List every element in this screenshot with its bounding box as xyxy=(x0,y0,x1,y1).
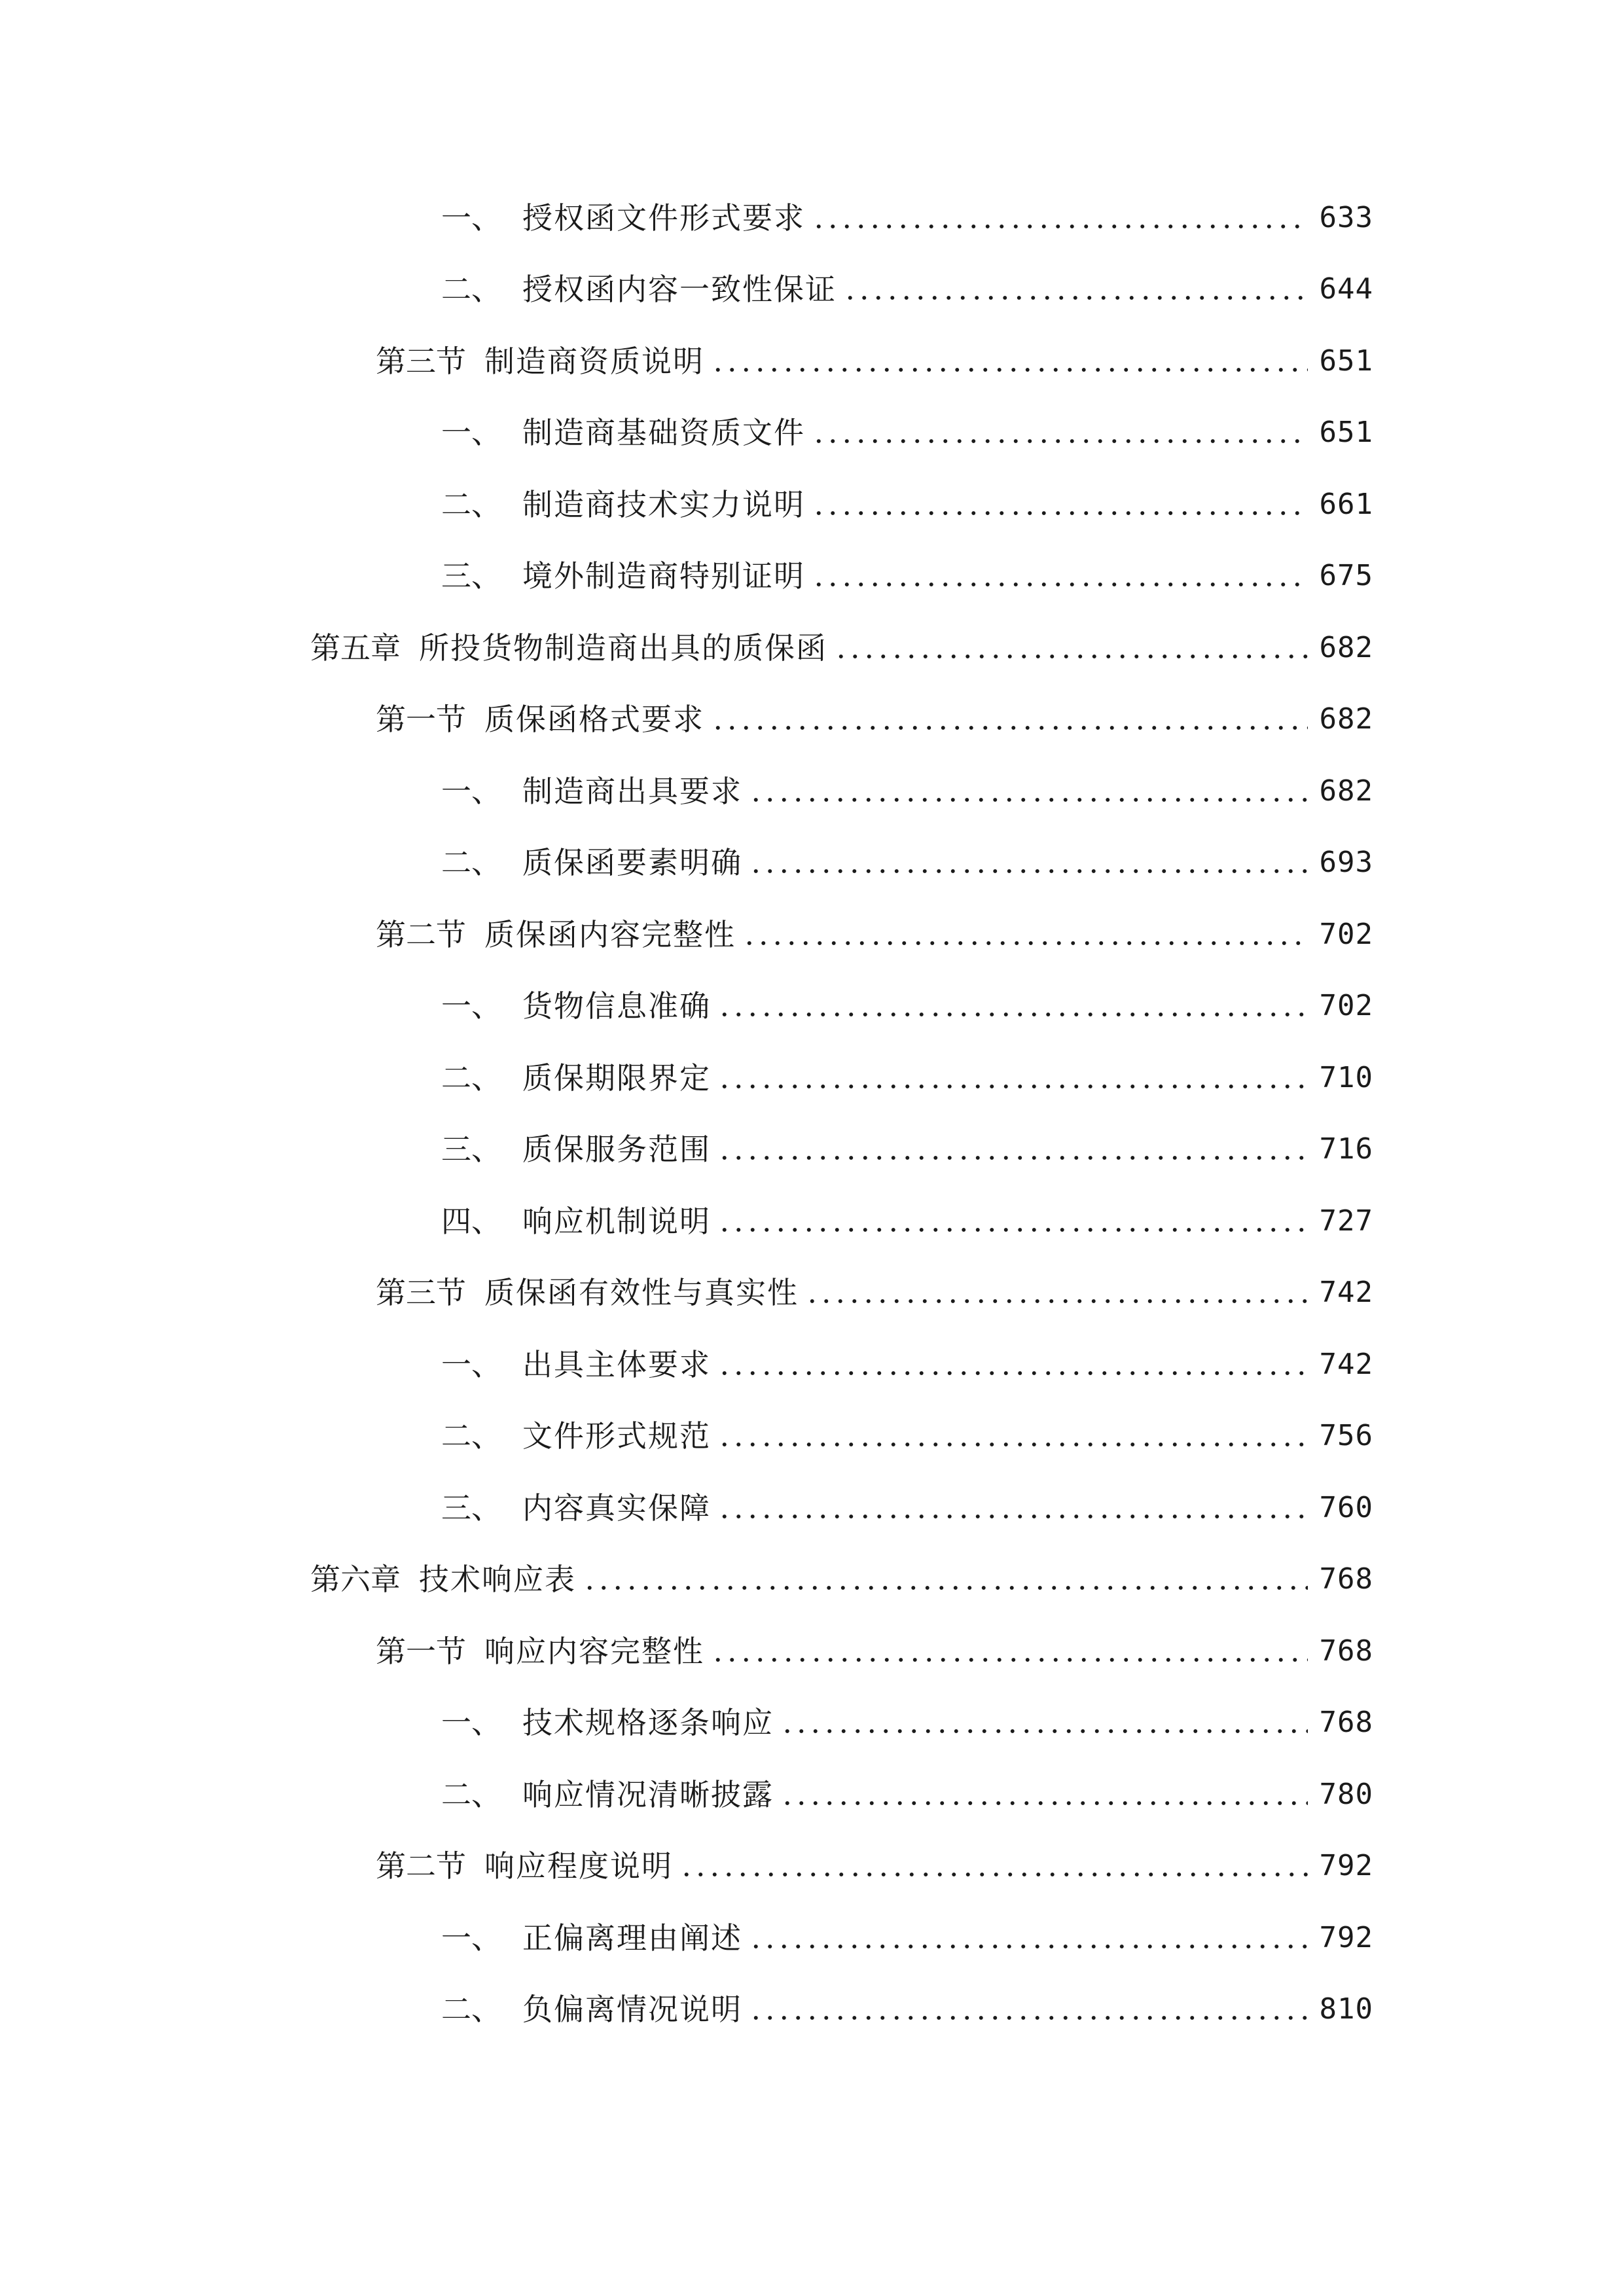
dot-leader xyxy=(749,840,1308,886)
dot-leader xyxy=(805,1270,1308,1316)
toc-entry-page: 742 xyxy=(1319,1276,1373,1309)
toc-entry-title: 响应机制说明 xyxy=(522,1204,711,1239)
toc-entry-number: 三、 xyxy=(441,558,501,594)
toc-entry-number: 第二节 xyxy=(376,1848,466,1884)
toc-entry-number: 三、 xyxy=(441,1132,501,1167)
toc-entry-number: 四、 xyxy=(441,1204,501,1239)
toc-entry-number: 第三节 xyxy=(376,344,466,379)
toc-entry-page: 675 xyxy=(1319,559,1373,592)
toc-entry-title: 质保服务范围 xyxy=(522,1132,711,1167)
toc-entry-page: 716 xyxy=(1319,1132,1373,1166)
toc-entry-title: 质保函有效性与真实性 xyxy=(484,1275,799,1310)
toc-entry-page: 682 xyxy=(1319,631,1373,664)
toc-entry[interactable] xyxy=(441,482,1373,528)
toc-entry-page: 702 xyxy=(1319,918,1373,951)
toc-entry-title: 境外制造商特别证明 xyxy=(522,558,805,594)
toc-entry[interactable] xyxy=(310,1556,1373,1602)
toc-entry-number: 二、 xyxy=(441,1992,501,2027)
dot-leader xyxy=(717,1485,1308,1531)
toc-entry-number: 第二节 xyxy=(376,917,466,952)
toc-entry[interactable] xyxy=(441,1198,1373,1244)
toc-entry[interactable] xyxy=(441,768,1373,814)
dot-leader xyxy=(780,1700,1308,1746)
dot-leader xyxy=(711,1628,1308,1674)
dot-leader xyxy=(711,696,1308,742)
toc-entry-number: 第一节 xyxy=(376,1634,466,1669)
toc-entry[interactable] xyxy=(441,553,1373,599)
toc-entry-page: 780 xyxy=(1319,1778,1373,1811)
toc-entry-number: 二、 xyxy=(441,1418,501,1454)
toc-entry-title: 货物信息准确 xyxy=(522,988,711,1024)
dot-leader xyxy=(717,983,1308,1029)
dot-leader xyxy=(812,195,1308,241)
toc-entry-title: 响应程度说明 xyxy=(484,1848,673,1884)
toc-entry[interactable] xyxy=(376,1843,1373,1889)
toc-entry[interactable] xyxy=(441,1485,1373,1531)
toc-entry[interactable] xyxy=(441,1915,1373,1961)
dot-leader xyxy=(717,1342,1308,1388)
toc-entry-title: 响应内容完整性 xyxy=(484,1634,704,1669)
toc-entry-number: 二、 xyxy=(441,272,501,307)
toc-entry-page: 633 xyxy=(1319,201,1373,234)
toc-entry-title: 授权函内容一致性保证 xyxy=(522,272,837,307)
toc-entry-number: 一、 xyxy=(441,988,501,1024)
toc-entry-number: 第六章 xyxy=(310,1562,401,1597)
toc-entry-title: 技术响应表 xyxy=(419,1562,576,1597)
toc-entry-page: 768 xyxy=(1319,1562,1373,1596)
toc-entry-number: 一、 xyxy=(441,200,501,236)
toc-entry-page: 702 xyxy=(1319,989,1373,1022)
toc-entry-number: 第五章 xyxy=(310,630,401,666)
toc-entry-number: 第一节 xyxy=(376,702,466,737)
toc-entry[interactable] xyxy=(376,1270,1373,1316)
toc-entry-title: 技术规格逐条响应 xyxy=(522,1705,774,1740)
toc-entry-page: 792 xyxy=(1319,1849,1373,1882)
dot-leader xyxy=(717,1126,1308,1172)
toc-entry[interactable] xyxy=(441,195,1373,241)
toc-entry-title: 文件形式规范 xyxy=(522,1418,711,1454)
toc-entry-title: 授权函文件形式要求 xyxy=(522,200,805,236)
toc-entry-title: 制造商技术实力说明 xyxy=(522,487,805,522)
toc-entry-page: 727 xyxy=(1319,1204,1373,1238)
dot-leader xyxy=(583,1556,1308,1602)
toc-entry-page: 710 xyxy=(1319,1061,1373,1094)
toc-entry-number: 一、 xyxy=(441,1347,501,1382)
toc-entry[interactable] xyxy=(376,1628,1373,1674)
dot-leader xyxy=(742,912,1308,958)
dot-leader xyxy=(780,1772,1308,1818)
dot-leader xyxy=(679,1843,1308,1889)
toc-entry[interactable] xyxy=(441,840,1373,886)
toc-entry-number: 二、 xyxy=(441,1060,501,1096)
toc-entry-page: 682 xyxy=(1319,774,1373,808)
toc-entry[interactable] xyxy=(310,625,1373,671)
toc-entry-page: 651 xyxy=(1319,344,1373,378)
toc-entry-title: 质保期限界定 xyxy=(522,1060,711,1096)
toc-entry[interactable] xyxy=(376,696,1373,742)
toc-entry[interactable] xyxy=(376,338,1373,384)
toc-entry[interactable] xyxy=(441,410,1373,456)
toc-entry-page: 760 xyxy=(1319,1491,1373,1524)
dot-leader xyxy=(711,338,1308,384)
toc-entry[interactable] xyxy=(441,983,1373,1029)
toc-entry-number: 二、 xyxy=(441,487,501,522)
dot-leader xyxy=(749,768,1308,814)
toc-entry-page: 682 xyxy=(1319,702,1373,736)
toc-entry-number: 二、 xyxy=(441,845,501,880)
toc-entry-number: 一、 xyxy=(441,774,501,809)
dot-leader xyxy=(834,625,1308,671)
toc-entry-title: 出具主体要求 xyxy=(522,1347,711,1382)
toc-entry-number: 一、 xyxy=(441,415,501,450)
toc-entry[interactable] xyxy=(376,912,1373,958)
toc-entry-title: 制造商资质说明 xyxy=(484,344,704,379)
toc-entry[interactable] xyxy=(441,1413,1373,1459)
toc-entry-title: 制造商出具要求 xyxy=(522,774,742,809)
toc-entry-page: 792 xyxy=(1319,1921,1373,1954)
toc-entry-number: 一、 xyxy=(441,1920,501,1956)
toc-entry-title: 响应情况清晰披露 xyxy=(522,1777,774,1812)
toc-entry[interactable] xyxy=(441,1986,1373,2032)
toc-entry[interactable] xyxy=(441,1772,1373,1818)
toc-entry-number: 二、 xyxy=(441,1777,501,1812)
toc-entry-title: 质保函内容完整性 xyxy=(484,917,736,952)
toc-entry[interactable] xyxy=(441,1055,1373,1101)
dot-leader xyxy=(843,266,1308,312)
toc-entry-page: 661 xyxy=(1319,488,1373,521)
toc-entry-page: 768 xyxy=(1319,1634,1373,1668)
toc-entry-page: 651 xyxy=(1319,416,1373,449)
toc-entry-title: 质保函要素明确 xyxy=(522,845,742,880)
dot-leader xyxy=(812,553,1308,599)
dot-leader xyxy=(812,410,1308,456)
toc-entry[interactable] xyxy=(441,266,1373,312)
dot-leader xyxy=(749,1915,1308,1961)
toc-entry-title: 质保函格式要求 xyxy=(484,702,704,737)
dot-leader xyxy=(749,1986,1308,2032)
toc-entry-title: 所投货物制造商出具的质保函 xyxy=(419,630,827,666)
toc-entry-page: 693 xyxy=(1319,846,1373,879)
toc-entry-page: 742 xyxy=(1319,1348,1373,1381)
toc-entry[interactable] xyxy=(441,1700,1373,1746)
dot-leader xyxy=(812,482,1308,528)
toc-entry-page: 768 xyxy=(1319,1706,1373,1739)
toc-entry-number: 三、 xyxy=(441,1490,501,1526)
dot-leader xyxy=(717,1413,1308,1459)
toc-entry-title: 正偏离理由阐述 xyxy=(522,1920,742,1956)
toc-entry-title: 内容真实保障 xyxy=(522,1490,711,1526)
toc-entry-page: 644 xyxy=(1319,272,1373,306)
dot-leader xyxy=(717,1198,1308,1244)
toc-entry-page: 756 xyxy=(1319,1419,1373,1452)
toc-entry[interactable] xyxy=(441,1126,1373,1172)
toc-entry[interactable] xyxy=(441,1342,1373,1388)
dot-leader xyxy=(717,1055,1308,1101)
toc-entry-number: 第三节 xyxy=(376,1275,466,1310)
toc-entry-title: 负偏离情况说明 xyxy=(522,1992,742,2027)
toc-entry-number: 一、 xyxy=(441,1705,501,1740)
toc-entry-title: 制造商基础资质文件 xyxy=(522,415,805,450)
toc-entry-page: 810 xyxy=(1319,1992,1373,2026)
